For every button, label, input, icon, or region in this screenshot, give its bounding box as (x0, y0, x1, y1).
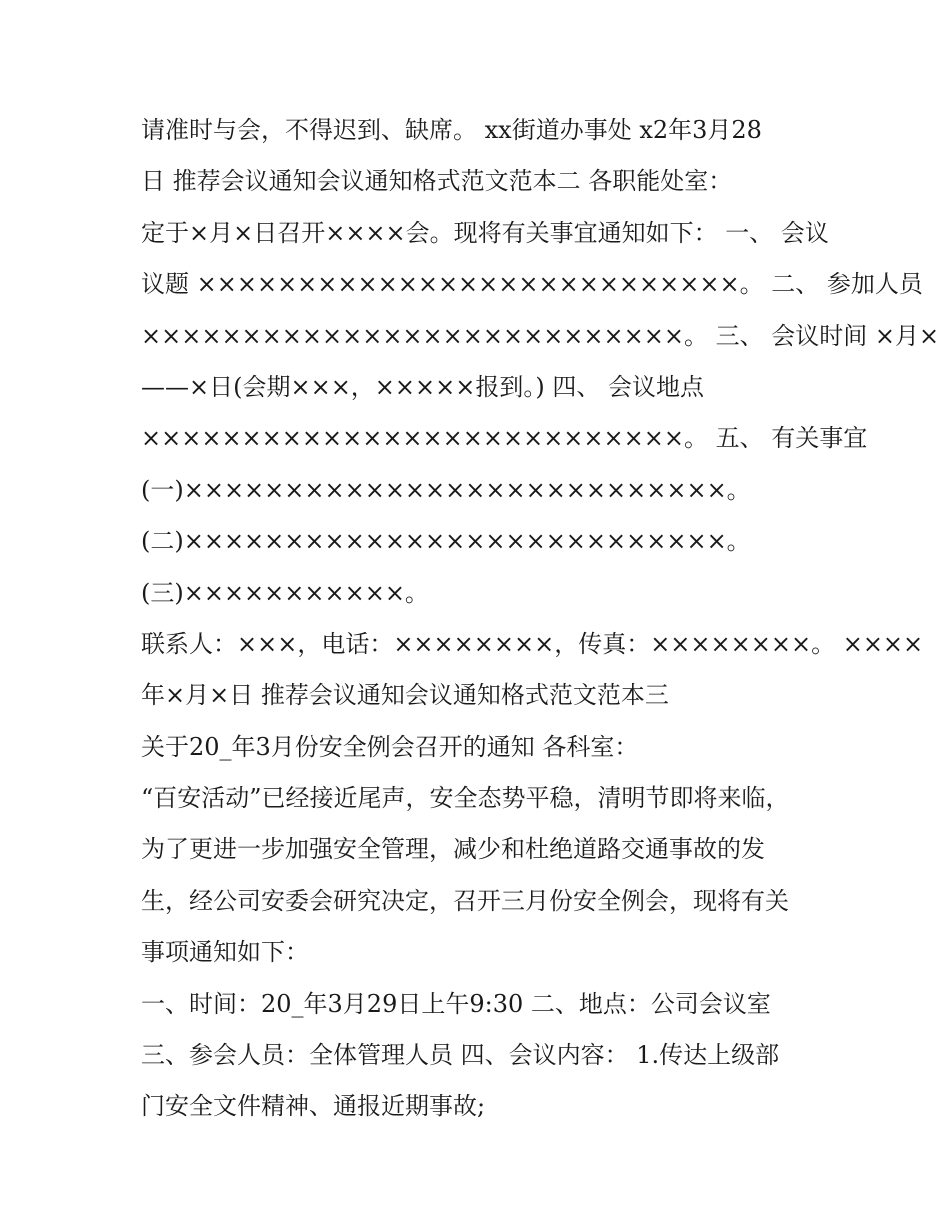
document-body (141, 108, 940, 1136)
text-line: 定于×月×日召开××××会。现将有关事宜通知如下： 一、 会议 (141, 218, 829, 247)
text-line: 关于20_年3月份安全例会召开的通知 各科室： (141, 732, 639, 761)
text-line: 为了更进一步加强安全管理，减少和杜绝道路交通事故的发 (141, 835, 765, 864)
text-line: (一)×××××××××××××××××××××××××××。 (141, 475, 751, 504)
text-line: ×××××××××××××××××××××××××××。 五、 有关事宜 (141, 424, 868, 453)
text-line: “百安活动”已经接近尾声，安全态势平稳，清明节即将来临， (141, 784, 790, 813)
text-line: 门安全文件精神、通报近期事故; (141, 1092, 486, 1121)
text-line: 三、参会人员：全体管理人员 四、会议内容： 1.传达上级部 (141, 1041, 780, 1070)
text-line: 议题 ×××××××××××××××××××××××××××。 二、 参加人员 (141, 270, 923, 299)
text-line: 请准时与会，不得迟到、缺席。 xx街道办事处 x2年3月28 (141, 116, 762, 144)
text-line: 联系人：×××，电话：××××××××，传真：××××××××。 ×××× (141, 629, 924, 658)
text-line: 日 推荐会议通知会议通知格式范文范本二 各职能处室： (141, 167, 733, 196)
text-line: 事项通知如下： (141, 938, 309, 967)
text-line: 生，经公司安委会研究决定，召开三月份安全例会，现将有关 (141, 886, 789, 915)
text-line: ——×日(会期×××，×××××报到。) 四、 会议地点 (141, 372, 704, 401)
text-line: ×××××××××××××××××××××××××××。 三、 会议时间 ×月× (141, 321, 940, 350)
text-line: 年×月×日 推荐会议通知会议通知格式范文范本三 (141, 681, 669, 710)
text-line: (三)×××××××××××。 (141, 578, 429, 607)
text-line: (二)×××××××××××××××××××××××××××。 (141, 527, 751, 556)
text-line: 一、时间：20_年3月29日上午9:30 二、地点：公司会议室 (141, 989, 771, 1018)
